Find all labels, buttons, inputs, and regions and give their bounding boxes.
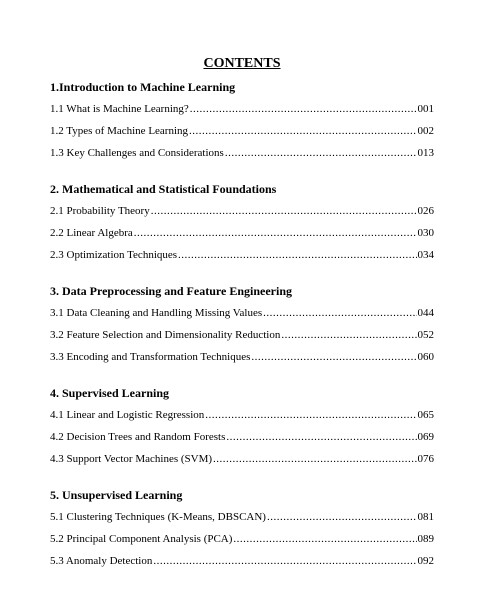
dot-leader: [205, 407, 416, 423]
toc-entry: [50, 247, 434, 263]
toc-section-1: [50, 79, 434, 161]
entry-page-number: 076: [417, 453, 434, 465]
toc-entry: [50, 203, 434, 219]
section-heading: 3. Data Preprocessing and Feature Engineering: [50, 284, 292, 298]
toc-entry: [50, 553, 434, 569]
dot-leader: [263, 305, 416, 321]
entry-page-number: 069: [417, 431, 434, 443]
entry-page-number: 030: [417, 227, 434, 239]
entry-page-number: 034: [417, 249, 434, 261]
toc-entry: [50, 451, 434, 467]
toc-section-5: [50, 487, 434, 569]
toc-entry: [50, 123, 434, 139]
toc-entry: [50, 305, 434, 321]
entry-page-number: 089: [417, 533, 434, 545]
entry-page-number: 044: [417, 307, 434, 319]
entry-label: 1.2 Types of Machine Learning: [50, 125, 189, 137]
entry-page-number: 060: [417, 351, 434, 363]
toc-entry: [50, 327, 434, 343]
entry-label: 3.1 Data Cleaning and Handling Missing Values: [50, 307, 263, 319]
toc-entry: [50, 145, 434, 161]
entry-label: 4.2 Decision Trees and Random Forests: [50, 431, 226, 443]
dot-leader: [281, 327, 416, 343]
entry-label: 1.3 Key Challenges and Considerations: [50, 147, 224, 159]
entry-page-number: 092: [417, 555, 434, 567]
dot-leader: [226, 429, 416, 445]
entry-page-number: 002: [417, 125, 434, 137]
entry-label: 2.1 Probability Theory: [50, 205, 150, 217]
toc-section-3: [50, 283, 434, 365]
dot-leader: [251, 349, 416, 365]
entry-page-number: 065: [417, 409, 434, 421]
entry-label: 3.3 Encoding and Transformation Techniques: [50, 351, 251, 363]
dot-leader: [134, 225, 417, 241]
section-heading: 4. Supervised Learning: [50, 386, 170, 400]
entry-label: 4.1 Linear and Logistic Regression: [50, 409, 205, 421]
dot-leader: [213, 451, 416, 467]
dot-leader: [225, 145, 417, 161]
entry-label: 2.3 Optimization Techniques: [50, 249, 178, 261]
entry-label: 5.1 Clustering Techniques (K-Means, DBSCAN): [50, 511, 266, 523]
toc-section-2: [50, 181, 434, 263]
entry-page-number: 052: [417, 329, 434, 341]
entry-page-number: 081: [417, 511, 434, 523]
entry-label: 5.2 Principal Component Analysis (PCA): [50, 533, 233, 545]
toc-entry: [50, 225, 434, 241]
toc-entry: [50, 407, 434, 423]
entry-label: 4.3 Support Vector Machines (SVM): [50, 453, 213, 465]
dot-leader: [151, 203, 417, 219]
dot-leader: [233, 531, 416, 547]
table-of-contents: [50, 55, 434, 589]
entry-label: 3.2 Feature Selection and Dimensionality Reduction: [50, 329, 281, 341]
dot-leader: [190, 101, 417, 117]
toc-entry: [50, 101, 434, 117]
toc-section-4: [50, 385, 434, 467]
entry-page-number: 001: [417, 103, 434, 115]
entry-label: 5.3 Anomaly Detection: [50, 555, 153, 567]
toc-entry: [50, 349, 434, 365]
section-heading: 5. Unsupervised Learning: [50, 488, 183, 502]
entry-label: 2.2 Linear Algebra: [50, 227, 133, 239]
entry-page-number: 026: [417, 205, 434, 217]
dot-leader: [267, 509, 417, 525]
entry-page-number: 013: [417, 147, 434, 159]
toc-entry: [50, 429, 434, 445]
section-heading: 2. Mathematical and Statistical Foundations: [50, 182, 277, 196]
section-heading: 1.Introduction to Machine Learning: [50, 80, 236, 94]
page-title: CONTENTS: [203, 56, 281, 71]
toc-entry: [50, 509, 434, 525]
dot-leader: [153, 553, 416, 569]
entry-label: 1.1 What is Machine Learning?: [50, 103, 189, 115]
dot-leader: [189, 123, 416, 139]
dot-leader: [178, 247, 416, 263]
toc-entry: [50, 531, 434, 547]
